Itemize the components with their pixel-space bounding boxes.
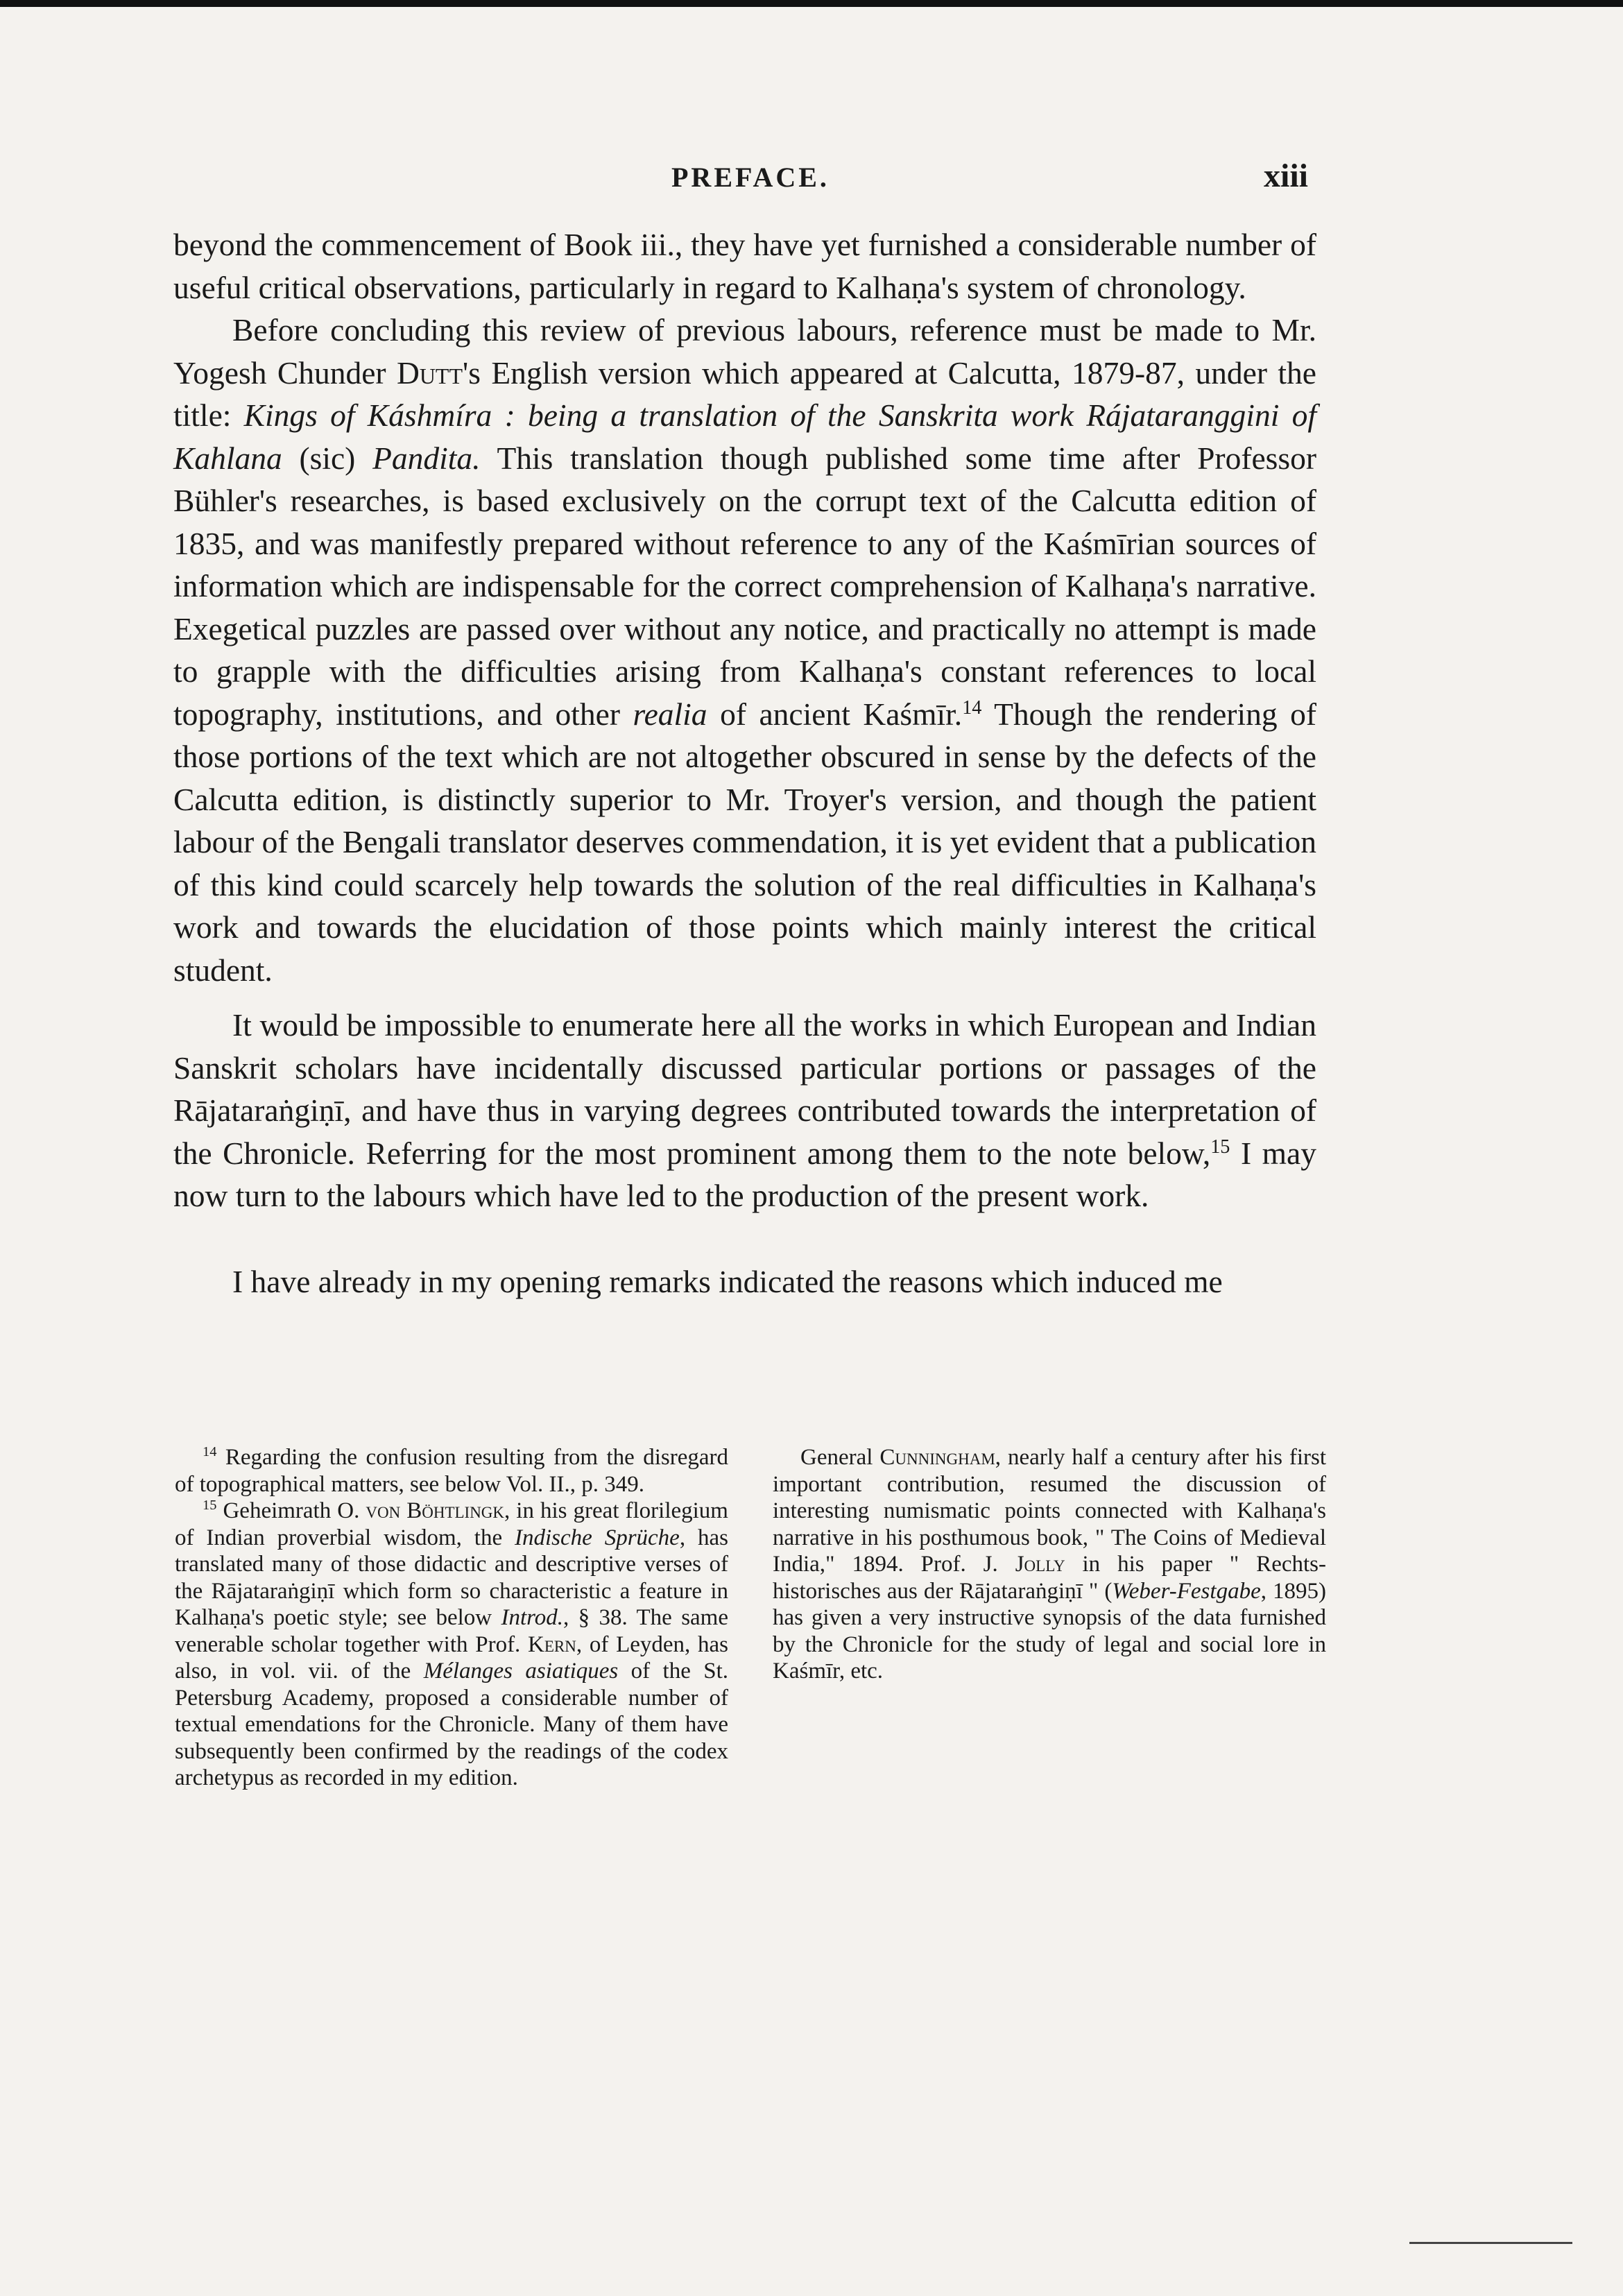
paragraph-1: beyond the commencement of Book iii., they have yet furnished a considerable number of useful critical observations, particularly in regard to Kalhaṇa's system of chronology.: [173, 227, 1316, 305]
paragraph-4: I have already in my opening remarks indicated the reasons which induced me: [232, 1263, 1223, 1299]
page-number: xiii: [1264, 157, 1309, 194]
author-name-dutt: Dutt: [396, 354, 463, 391]
paragraph-2: Before concluding this review of previous labours, reference must be made to Mr. Yogesh Chunder Dutt's English version which appeared at Calcutta, 1879-87, under the title: Kings of Káshmíra : being a translation of the Sanskrita work Rájataranggini of Kahlana (sic) Pandita. This translation though published some time after Professor Bühler's researches, is based exclusively on the corrupt text of the Calcutta edition of 1835, and was manifestly prepared without reference to any of the Kaśmīrian sources of information which are indispensable for the correct comprehension of Kalhaṇa's narrative. Exegetical puzzles are passed over without any notice, and practically no attempt is made to grapple with the difficulties arising from Kalhaṇa's constant references to local topography, institutions, and other realia of ancient Kaśmīr.$^{14}$ Though the rendering of those portions of the text which are not altogether obscured in sense by the defects of the Calcutta edition, is distinctly superior to Mr. Troyer's version, and though the patient labour of the Bengali translator deserves commendation, it is yet evident that a publication of this kind could scarcely help towards the solution of the real difficulties in Kalhaṇa's work and towards the elucidation of those points which mainly interest the critical student.: [173, 312, 1316, 988]
scan-edge-line: [0, 0, 1623, 7]
footnote-15-continued: General Cunningham, nearly half a century after his first important contribution, resumed the discussion of interesting numismatic points connected with Kalhaṇa's narrative in his posthumous book, " The Coins of Medieval India," 1894. Prof. J. Jolly in his paper " Rechts-historisches aus der Rājataraṅgiṇī " (Weber-Festgabe, 1895) has given a very instructive synopsis of the data furnished by the Chronicle for the study of legal and social lore in Kaśmīr, etc.: [773, 1445, 1327, 1684]
main-text: [173, 223, 1316, 1303]
footnotes: [175, 1444, 1326, 1792]
footnote-ref-14: 14: [962, 696, 982, 719]
footnote-column-left: [175, 1444, 728, 1792]
footnote-column-right: [773, 1444, 1326, 1792]
running-title: PREFACE.: [671, 162, 830, 193]
book-title: Kings of Káshmíra : being a translation of the Sanskrita work Rájataranggini of Kahlana: [173, 397, 1316, 476]
paragraph-3: It would be impossible to enumerate here all the works in which European and Indian Sanskrit scholars have incidentally discussed particular portions or passages of the Rājataraṅgiṇī, and have thus in varying degrees contributed towards the interpretation of the Chronicle. Referring for the most prominent among them to the note below,$^{15}$ I may now turn to the labours which have led to the production of the present work.: [173, 1007, 1316, 1213]
scan-rule-mark: [1409, 2242, 1572, 2244]
footnote-ref-15: 15: [1210, 1136, 1230, 1158]
footnote-15: $^{15}$ Geheimrath O. von Böhtlingk, in his great florilegium of Indian proverbial wisdom, the Indische Sprüche, has translated many of those didactic and descriptive verses of the Rājataraṅgiṇī which form so characteristic a feature in Kalhaṇa's poetic style; see below Introd., § 38. The same venerable scholar together with Prof. Kern, of Leyden, has also, in vol. vii. of the Mélanges asiatiques of the St. Petersburg Academy, proposed a considerable number of textual emendations for the Chronicle. Many of them have subsequently been confirmed by the readings of the codex archetypus as recorded in my edition.: [175, 1498, 729, 1790]
page-header: [0, 157, 1623, 203]
footnote-14: $^{14}$ Regarding the confusion resulting from the disregard of topographical matters, see below Vol. II., p. 349.: [175, 1444, 728, 1497]
